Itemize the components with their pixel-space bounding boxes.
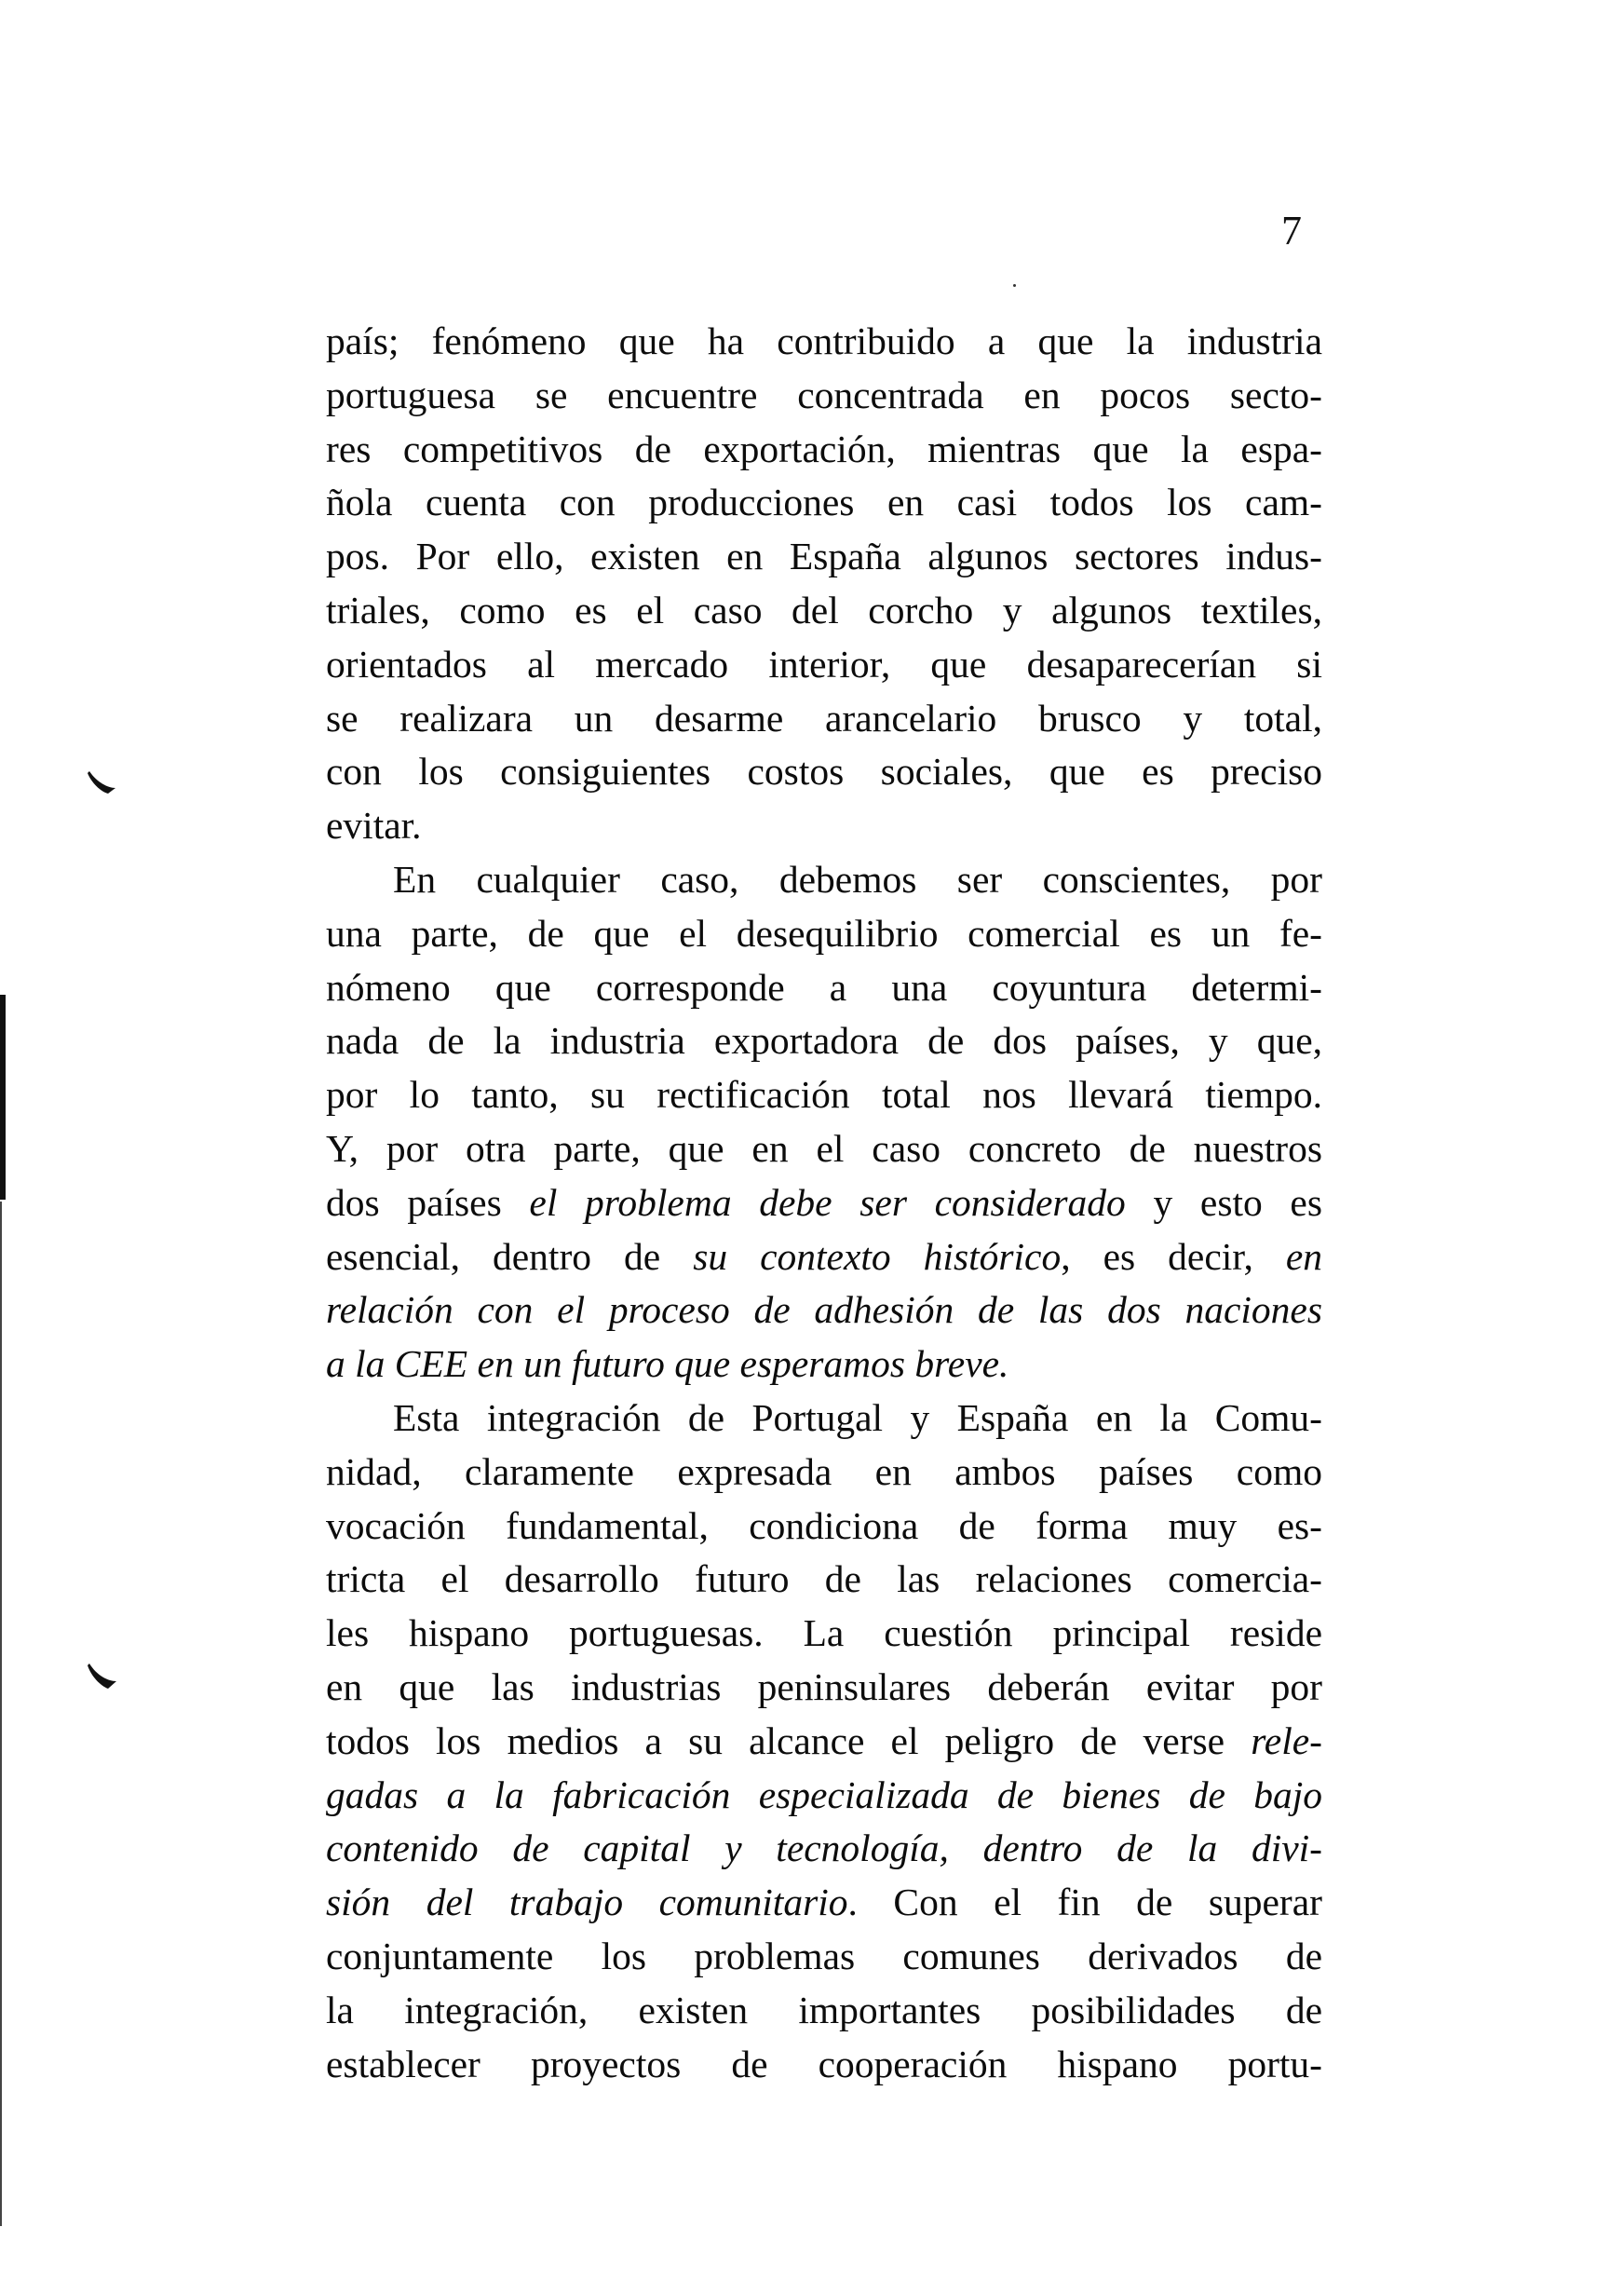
text-segment: portuguesa se encuentre concentrada en pocos secto- [326, 373, 1322, 416]
text-line [326, 638, 1322, 692]
text-line [326, 853, 1322, 907]
text-line [326, 1500, 1322, 1554]
text-line [326, 1283, 1322, 1338]
italic-text: sión del trabajo comunitario [326, 1881, 848, 1924]
text-segment: todos los medios a su alcance el peligro de verse [326, 1718, 1252, 1762]
text-segment: res competitivos de exportación, mientras que la espa- [326, 427, 1322, 470]
text-segment: la integración, existen importantes posibilidades de [326, 1988, 1322, 2031]
text-line [326, 1876, 1322, 1930]
scan-edge [0, 1202, 2, 2226]
text-line [326, 1230, 1322, 1284]
page-number: 7 [1281, 208, 1302, 253]
italic-text: contenido de capital y tecnología, dentro de la divi- [326, 1826, 1322, 1870]
text-segment: nómeno que corresponde a una coyuntura determi- [326, 965, 1322, 1009]
text-line [326, 1068, 1322, 1122]
text-line [326, 1553, 1322, 1607]
text-segment: tricta el desarrollo futuro de las relaciones comercia- [326, 1557, 1322, 1601]
italic-text: rele- [1251, 1718, 1322, 1762]
italic-text: a la CEE en un futuro que esperamos breve. [326, 1342, 1009, 1386]
text-segment: país; fenómeno que ha contribuido a que la industria [326, 319, 1322, 362]
text-line [326, 1392, 1322, 1446]
text-segment: triales, como es el caso del corcho y algunos textiles, [326, 588, 1322, 631]
text-segment: Esta integración de Portugal y España en la Comu- [393, 1395, 1322, 1439]
text-segment: vocación fundamental, condiciona de forma muy es- [326, 1503, 1322, 1547]
text-line [326, 692, 1322, 746]
text-line [326, 1769, 1322, 1823]
text-segment: evitar. [326, 804, 422, 848]
text-segment: , es decir, [1061, 1234, 1286, 1278]
text-line [326, 584, 1322, 638]
margin-mark-icon [86, 771, 119, 799]
text-segment: dos países [326, 1180, 530, 1224]
text-line [326, 1661, 1322, 1715]
text-segment: se realizara un desarme arancelario brusco y total, [326, 696, 1322, 740]
text-line [326, 1930, 1322, 1984]
text-segment: con los consiguientes costos sociales, que es preciso [326, 750, 1322, 794]
text-segment: esencial, dentro de [326, 1234, 694, 1278]
text-line [326, 315, 1322, 369]
text-line [326, 476, 1322, 530]
text-line [326, 2038, 1322, 2092]
margin-mark-icon [86, 1664, 119, 1693]
text-line [326, 1176, 1322, 1230]
italic-text: relación con el proceso de adhesión de las dos naciones [326, 1288, 1322, 1332]
text-segment: orientados al mercado interior, que desaparecerían si [326, 642, 1322, 686]
italic-text: gadas a la fabricación especializada de bienes de bajo [326, 1772, 1322, 1816]
scan-edge [0, 995, 6, 1200]
text-segment: una parte, de que el desequilibrio comercial es un fe- [326, 911, 1322, 955]
text-line [326, 369, 1322, 423]
text-line [326, 1014, 1322, 1068]
text-line [326, 1715, 1322, 1769]
italic-text: su contexto histórico [693, 1234, 1062, 1278]
text-line [326, 423, 1322, 477]
text-line [326, 907, 1322, 961]
text-segment: en que las industrias peninsulares deberán evitar por [326, 1664, 1322, 1708]
text-segment: pos. Por ello, existen en España algunos sectores indus- [326, 535, 1322, 578]
italic-text: en [1285, 1234, 1322, 1278]
scan-speck [1013, 284, 1016, 287]
text-line [326, 530, 1322, 584]
text-segment: establecer proyectos de cooperación hispano portu- [326, 2042, 1322, 2085]
text-line [326, 1822, 1322, 1876]
text-segment: les hispano portuguesas. La cuestión principal reside [326, 1611, 1322, 1655]
text-line [326, 799, 1322, 853]
text-segment: Y, por otra parte, que en el caso concreto de nuestros [326, 1126, 1322, 1170]
text-segment: . Con el fin de superar [847, 1881, 1322, 1924]
italic-text: el problema debe ser considerado [529, 1180, 1126, 1224]
text-line [326, 1446, 1322, 1500]
body-text [326, 315, 1322, 2091]
text-segment: En cualquier caso, debemos ser conscientes, por [393, 857, 1322, 901]
text-line [326, 961, 1322, 1015]
text-segment: y esto es [1125, 1180, 1322, 1224]
text-segment: por lo tanto, su rectificación total nos llevará tiempo. [326, 1073, 1322, 1117]
text-line [326, 1338, 1322, 1392]
text-segment: conjuntamente los problemas comunes derivados de [326, 1934, 1322, 1977]
text-segment: nada de la industria exportadora de dos países, y que, [326, 1019, 1322, 1063]
text-line [326, 745, 1322, 799]
text-line [326, 1984, 1322, 2038]
text-segment: nidad, claramente expresada en ambos países como [326, 1449, 1322, 1493]
text-segment: ñola cuenta con producciones en casi todos los cam- [326, 481, 1322, 524]
text-line [326, 1122, 1322, 1176]
text-line [326, 1607, 1322, 1661]
